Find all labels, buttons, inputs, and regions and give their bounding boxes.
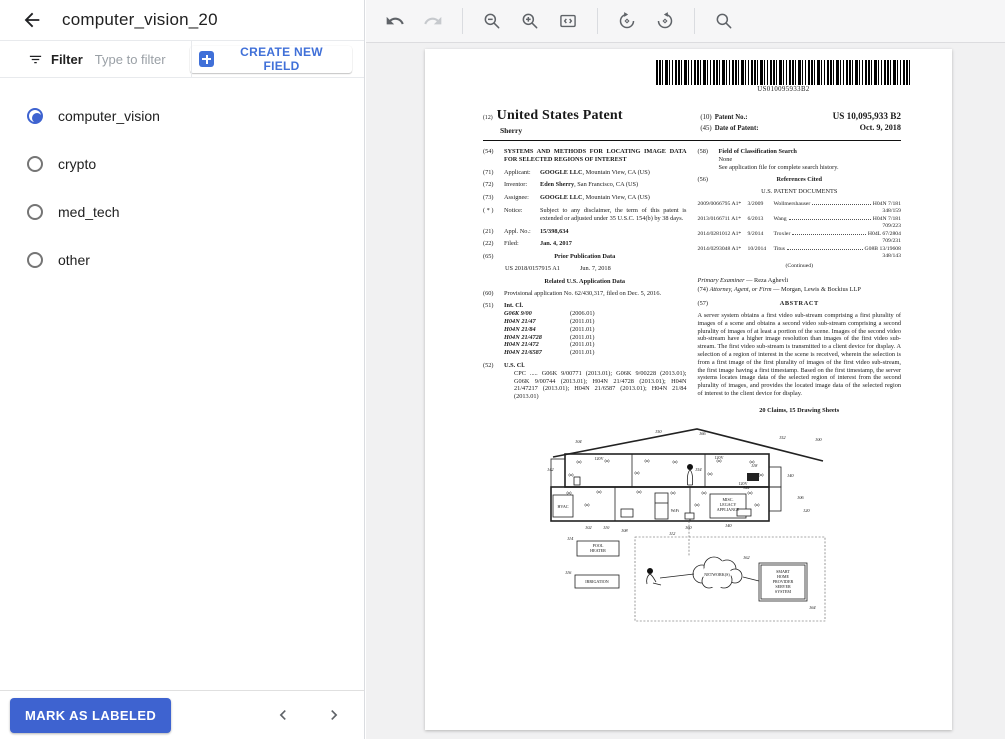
zoom-out-button[interactable] <box>480 9 504 33</box>
document-viewer <box>366 0 1005 739</box>
prior-pub-heading: Prior Publication Data <box>554 253 616 261</box>
create-new-field-label: CREATE NEW FIELD <box>240 45 323 73</box>
int-cl-ver: (2011.01) <box>570 333 595 341</box>
applicant-rest: , Mountain View, CA (US) <box>582 168 650 176</box>
radio-option-med-tech[interactable] <box>0 188 364 236</box>
volts-label: 120V <box>714 454 724 460</box>
ref-subclass: 348/159 <box>882 208 901 215</box>
sec-tag: (56) <box>697 176 708 184</box>
dataset-title: computer_vision_20 <box>62 10 218 29</box>
assignee-label: Assignee: <box>504 194 529 202</box>
date-value: Oct. 9, 2018 <box>859 123 901 132</box>
server-box-label: SERVER <box>775 583 791 589</box>
int-cl-heading: Int. Cl. <box>504 302 524 310</box>
figure-label: 166 <box>699 430 706 436</box>
legacy-appliance-label: LEGACY <box>719 501 737 507</box>
references-heading: References Cited <box>776 176 823 184</box>
patent-figure <box>483 425 901 625</box>
ref-class: H04N 7/181 <box>872 200 901 207</box>
int-cl-ver: (2011.01) <box>570 341 595 349</box>
search-icon <box>714 11 734 31</box>
ref-name: Troxler <box>773 231 791 238</box>
patent-body <box>425 49 952 625</box>
radio-icon <box>27 156 43 172</box>
rotate-right-icon <box>655 11 675 31</box>
continued-note: (Continued) <box>785 263 813 270</box>
sec-tag: (54) <box>483 148 494 155</box>
patent-no-tag: (10) <box>700 114 712 121</box>
patent-page <box>425 49 952 730</box>
figure-label: 108 <box>621 527 628 533</box>
document-canvas[interactable] <box>366 43 1005 739</box>
figure-label: 116 <box>565 569 572 575</box>
pool-heater-label: HEATER <box>590 547 606 553</box>
inventor-rest: , San Francisco, CA (US) <box>574 181 639 189</box>
int-cl-ver: (2006.01) <box>570 310 595 318</box>
invention-title: SYSTEMS AND METHODS FOR LOCATING IMAGE DATA FOR SELECTED REGIONS OF INTEREST <box>504 148 687 163</box>
sec-tag: (22) <box>483 240 494 248</box>
ref-class: H04L 67/2804 <box>867 231 901 238</box>
undo-button[interactable] <box>383 9 407 33</box>
radio-option-other[interactable] <box>0 236 364 284</box>
figure-label: 104 <box>575 438 582 444</box>
radio-icon <box>27 252 43 268</box>
filter-input[interactable] <box>95 52 190 67</box>
sec-tag: (73) <box>483 194 494 202</box>
wifi-label: WiFi <box>670 507 679 513</box>
server-box-label: PROVIDER <box>772 578 794 584</box>
server-box-label: SYSTEM <box>774 588 792 594</box>
patent-header <box>483 108 901 135</box>
field-search-none: None <box>718 155 733 163</box>
int-cl-code: H04N 21/84 <box>504 325 536 333</box>
filter-label: Filter <box>51 51 83 67</box>
references-list <box>698 201 902 271</box>
ref-subclass: 709/231 <box>882 238 901 245</box>
volts-label: 120V <box>594 455 604 461</box>
appl-label: Appl. No.: <box>504 227 531 235</box>
int-cl-code: G06K 9/00 <box>504 310 532 318</box>
inventor-surname: Sherry <box>500 126 523 135</box>
figure-label: 106 <box>797 494 804 500</box>
patent-left-column <box>483 148 687 415</box>
radio-icon <box>27 204 43 220</box>
arrow-back-icon <box>21 9 43 31</box>
figure-label: 120 <box>803 507 810 513</box>
ref-subclass: 348/143 <box>882 253 901 260</box>
smart-home-diagram <box>547 425 837 625</box>
sec-tag: (72) <box>483 181 494 189</box>
zoom-in-icon <box>520 11 540 31</box>
notice-text: Subject to any disclaimer, the term of this patent is extended or adjusted under 35 U.S.C. 154(b) by 38 days. <box>540 206 687 222</box>
panel-header <box>0 0 364 41</box>
server-box-label: SMART <box>776 568 790 574</box>
rotate-right-button[interactable] <box>653 9 677 33</box>
reference-row <box>698 231 902 245</box>
examiner-label: Primary Examiner <box>697 276 745 284</box>
field-search-heading: Field of Classification Search <box>718 148 797 155</box>
figure-label: 118 <box>751 462 758 468</box>
irrigation-label: IRRIGATION <box>585 578 609 584</box>
figure-label: 122 <box>743 484 750 490</box>
radio-selected-icon <box>27 108 43 124</box>
reference-row <box>698 216 902 230</box>
provisional-text: Provisional application No. 62/430,317, filed on Dec. 5, 2016. <box>504 289 662 297</box>
chevron-left-icon <box>273 705 293 725</box>
date-label: Date of Patent: <box>714 125 759 132</box>
figure-label: 140 <box>787 472 794 478</box>
search-button[interactable] <box>712 9 736 33</box>
filed-label: Filed: <box>504 240 519 248</box>
claims-line: 20 Claims, 15 Drawing Sheets <box>759 406 840 414</box>
figure-label: 102 <box>585 524 592 530</box>
patent-no-value: US 10,095,933 B2 <box>832 111 901 121</box>
option-label: crypto <box>58 156 97 172</box>
barcode-bars <box>656 60 911 85</box>
figure-label: 162 <box>743 554 750 560</box>
fit-width-icon <box>558 11 578 31</box>
field-search-note: See application file for complete search history. <box>718 163 839 171</box>
figure-label: 142 <box>547 466 554 472</box>
applicant-label: Applicant: <box>504 168 531 176</box>
figure-label: 110 <box>603 524 610 530</box>
sec-tag: (65) <box>483 253 494 261</box>
pub-number: US 2018/0157915 A1 <box>505 264 560 272</box>
filter-icon <box>28 52 43 67</box>
radio-option-computer-vision[interactable] <box>0 92 364 140</box>
int-cl-code: H04N 21/472 <box>504 341 539 349</box>
ref-name: Titus <box>773 246 785 253</box>
network-cloud-label: NETWORK(S) <box>704 571 730 577</box>
hvac-box-label: HVAC <box>557 503 569 509</box>
examiner-name: — Reza Aghevli <box>746 276 789 284</box>
figure-label: 114 <box>567 535 574 541</box>
pool-heater-label: POOL <box>592 542 604 548</box>
sec-tag: (57) <box>697 300 708 308</box>
redo-button[interactable] <box>421 9 445 33</box>
attorney-tag: (74) <box>697 286 708 294</box>
ref-date: 3/2009 <box>747 200 764 207</box>
ref-num: 2014/0293048 A1* <box>697 246 742 253</box>
next-item-button[interactable] <box>323 704 345 726</box>
zoom-out-icon <box>482 11 502 31</box>
sec-tag: ( * ) <box>483 206 494 214</box>
inventor-name: Eden Sherry <box>540 181 575 189</box>
legacy-appliance-label: MISC. <box>722 496 734 502</box>
rotate-left-icon <box>617 11 637 31</box>
reference-row <box>698 201 902 215</box>
option-label: computer_vision <box>58 108 160 124</box>
ref-num: 2013/0166711 A1* <box>697 216 742 223</box>
attorney-label: Attorney, Agent, or Firm <box>709 286 772 294</box>
mark-as-labeled-button[interactable]: MARK AS LABELED <box>10 698 171 733</box>
abstract-heading: ABSTRACT <box>779 300 819 308</box>
us-patent-documents-heading: U.S. PATENT DOCUMENTS <box>761 188 838 196</box>
notice-label: Notice: <box>504 206 523 214</box>
toolbar-separator <box>694 8 695 34</box>
panel-footer <box>0 690 364 739</box>
barcode <box>656 60 911 93</box>
pager <box>272 704 364 726</box>
figure-label: 154 <box>695 466 702 472</box>
redo-icon <box>423 11 443 31</box>
previous-item-button[interactable] <box>272 704 294 726</box>
ref-name: Wang <box>773 216 787 223</box>
sec-tag: (71) <box>483 168 494 176</box>
radio-option-crypto[interactable] <box>0 140 364 188</box>
ref-num: 2009/0066795 A1* <box>697 200 742 207</box>
figure-label: 100 <box>815 436 822 442</box>
patent-right-column <box>698 148 902 415</box>
figure-label: 150 <box>655 428 662 434</box>
figure-label: 140 <box>725 522 732 528</box>
figure-label: 160 <box>685 524 692 530</box>
figure-label: 152 <box>779 434 786 440</box>
pub-date: Jun. 7, 2018 <box>579 264 611 272</box>
sec-tag: (58) <box>697 148 708 155</box>
divider <box>191 41 192 77</box>
ref-class: G08B 13/19608 <box>864 246 901 253</box>
create-new-field-button[interactable] <box>190 46 352 73</box>
filter-row <box>0 41 364 78</box>
sec-tag: (51) <box>483 302 494 310</box>
plus-icon <box>199 51 214 67</box>
cpc-text: CPC ..... G06K 9/00771 (2013.01); G06K 9/00228 (2013.01); G06K 9/00744 (2013.01); H04N 21/4728 (2013.01); H04N 21/47217 (2013.01); H04N 21/6587 (2013.01); H04N 21/84 (2013.01) <box>514 369 687 401</box>
sec-tag: (60) <box>483 289 494 297</box>
labeling-panel <box>0 0 365 739</box>
reference-row <box>698 246 902 260</box>
us-cl-heading: U.S. Cl. <box>504 361 525 369</box>
ref-date: 9/2014 <box>747 231 764 238</box>
sec-tag: (52) <box>483 361 494 369</box>
option-label: other <box>58 252 90 268</box>
assignee-name: GOOGLE LLC <box>540 194 583 202</box>
appl-no: 15/398,634 <box>540 227 569 235</box>
ref-class: H04N 7/181 <box>872 216 901 223</box>
date-tag: (45) <box>700 125 712 132</box>
ref-name: Wollmershauser <box>773 200 811 207</box>
ref-date: 6/2013 <box>747 216 764 223</box>
option-label: med_tech <box>58 204 120 220</box>
attorney-firm: — Morgan, Lewis & Bockius LLP <box>773 286 861 294</box>
related-data-heading: Related U.S. Application Data <box>544 277 626 285</box>
assignee-rest: , Mountain View, CA (US) <box>582 194 650 202</box>
ref-date: 10/2014 <box>747 246 767 253</box>
zoom-in-button[interactable] <box>518 9 542 33</box>
patent-title: United States Patent <box>496 108 623 123</box>
label-options <box>0 78 364 284</box>
header-rule <box>483 140 901 141</box>
int-cl-ver: (2011.01) <box>570 325 595 333</box>
filed-date: Jan. 4, 2017 <box>540 240 572 248</box>
abstract-text: A server system obtains a first video sub-stream comprising a first plurality of images of a scene and obtains a second video sub-stream comprising a second plurality of images of at least a portion of the scene. Images of the second video sub-stream have a higher image resolution than images of the first video sub-stream. The first video sub-stream is transmitted to a client device for display. A selection of a region of interest in the scene is received, wherein the selection is from a first image of the first plurality of images of the first video sub-stream, the first image having a first timestamp. Based on the first timestamp, the server systems locates image data of the selected region of interest from the second plurality of images, and provides the located image data of the selected region of interest to the client device for display. <box>697 311 901 397</box>
ref-num: 2014/0281012 A1* <box>697 231 742 238</box>
undo-icon <box>385 11 405 31</box>
toolbar-separator <box>597 8 598 34</box>
int-cl-code: H04N 21/4728 <box>504 333 542 341</box>
rotate-left-button[interactable] <box>615 9 639 33</box>
chevron-right-icon <box>324 705 344 725</box>
int-cl-ver: (2011.01) <box>570 317 595 325</box>
ref-subclass: 709/223 <box>882 223 901 230</box>
back-button[interactable] <box>20 8 44 32</box>
patent-no-label: Patent No.: <box>714 114 748 121</box>
int-cl-code: H04N 21/6587 <box>504 349 542 357</box>
viewer-toolbar <box>366 0 1005 43</box>
barcode-text: US010095933B2 <box>757 86 810 93</box>
sec-tag: (21) <box>483 227 494 235</box>
int-cl-code: H04N 21/47 <box>504 317 536 325</box>
server-box-label: HOME <box>776 573 790 579</box>
toolbar-separator <box>462 8 463 34</box>
kind-tag: (12) <box>483 115 493 121</box>
int-cl-ver: (2011.01) <box>570 349 595 357</box>
fit-to-width-button[interactable] <box>556 9 580 33</box>
legacy-appliance-label: APPLIANCE <box>716 506 740 512</box>
figure-label: 112 <box>669 530 676 536</box>
figure-label: 164 <box>809 604 816 610</box>
inventor-label: Inventor: <box>504 181 528 189</box>
applicant-name: GOOGLE LLC <box>540 168 583 176</box>
volts-label: 120V <box>738 480 748 486</box>
